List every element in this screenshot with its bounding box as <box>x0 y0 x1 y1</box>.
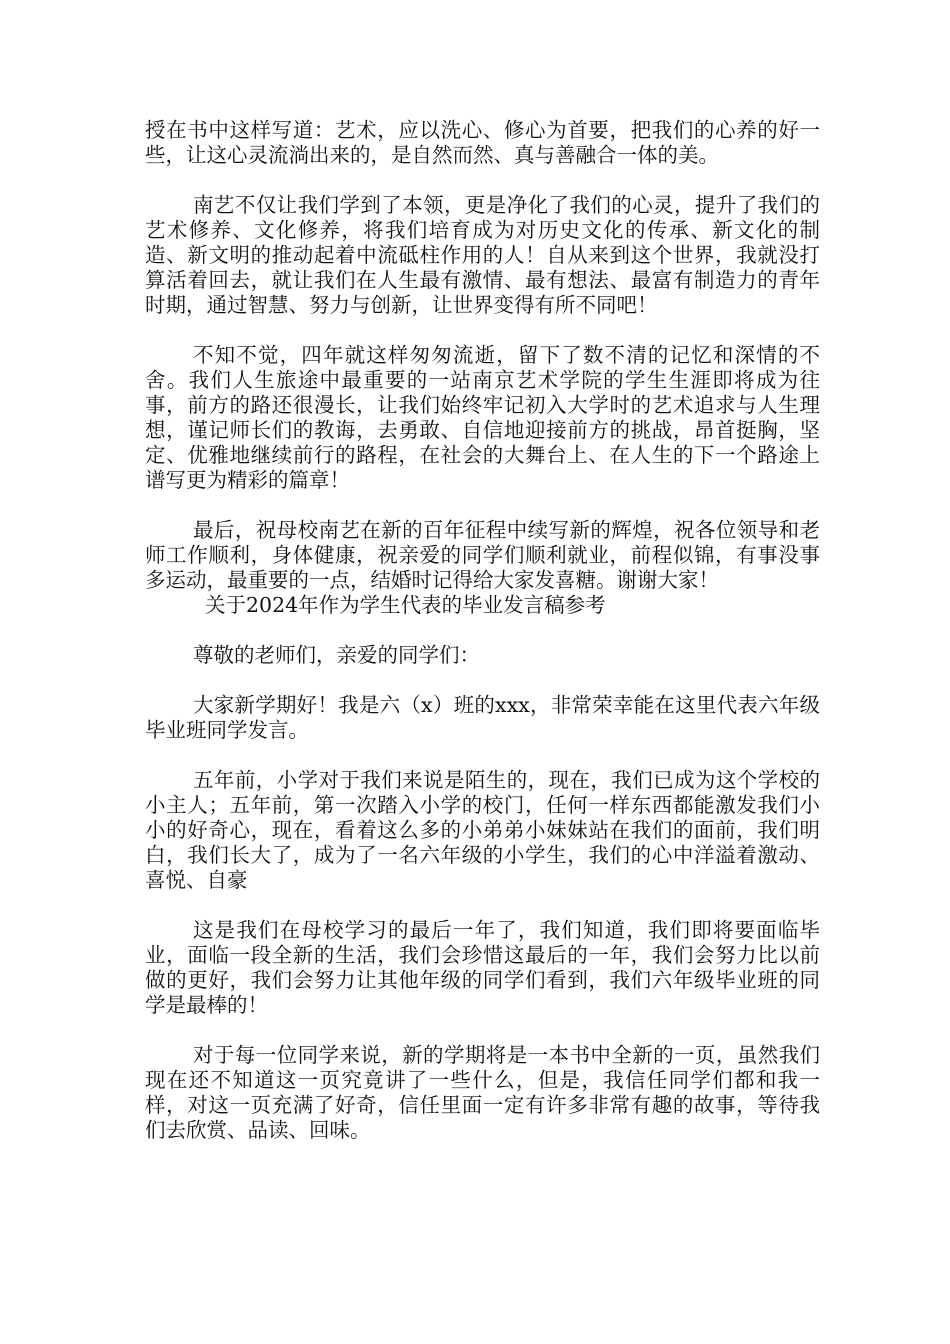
section-heading: 关于2024年作为学生代表的毕业发言稿参考 <box>205 593 606 617</box>
document-page <box>145 118 820 1168</box>
paragraph-4: 最后，祝母校南艺在新的百年征程中续写新的辉煌，祝各位领导和老师工作顺利，身体健康，祝亲爱的同学们顺利就业，前程似锦，有事没事多运动，最重要的一点，结婚时记得给大家发喜糖。谢谢大家！ <box>145 518 820 592</box>
salutation: 尊敬的老师们，亲爱的同学们： <box>193 643 480 667</box>
paragraph-8: 对于每一位同学来说，新的学期将是一本书中全新的一页，虽然我们现在还不知道这一页究竟讲了一些什么，但是，我信任同学们都和我一样，对这一页充满了好奇，信任里面一定有许多非常有趣的故事，等待我们去欣赏、品读、回味。 <box>145 1043 820 1142</box>
paragraph-6: 五年前，小学对于我们来说是陌生的，现在，我们已成为这个学校的小主人；五年前，第一次踏入小学的校门，任何一样东西都能激发我们小小的好奇心，现在，看着这么多的小弟弟小妹妹站在我们的面前，我们明白，我们长大了，成为了一名六年级的小学生，我们的心中洋溢着激动、喜悦、自豪 <box>145 768 820 892</box>
paragraph-2: 南艺不仅让我们学到了本领，更是净化了我们的心灵，提升了我们的艺术修养、文化修养，将我们培育成为对历史文化的传承、新文化的制造、新文明的推动起着中流砥柱作用的人！自从来到这个世界，我就没打算活着回去，就让我们在人生最有激情、最有想法、最富有制造力的青年时期，通过智慧、努力与创新，让世界变得有所不同吧！ <box>145 193 820 317</box>
paragraph-1: 授在书中这样写道：艺术，应以洗心、修心为首要，把我们的心养的好一些，让这心灵流淌出来的，是自然而然、真与善融合一体的美。 <box>145 118 820 167</box>
paragraph-5: 大家新学期好！我是六（x）班的xxx，非常荣幸能在这里代表六年级毕业班同学发言。 <box>145 693 820 742</box>
paragraph-7: 这是我们在母校学习的最后一年了，我们知道，我们即将要面临毕业，面临一段全新的生活，我们会珍惜这最后的一年，我们会努力比以前做的更好，我们会努力让其他年级的同学们看到，我们六年级毕业班的同学是最棒的！ <box>145 918 820 1017</box>
paragraph-3: 不知不觉，四年就这样匆匆流逝，留下了数不清的记忆和深情的不舍。我们人生旅途中最重要的一站南京艺术学院的学生生涯即将成为往事，前方的路还很漫长，让我们始终牢记初入大学时的艺术追求与人生理想，谨记师长们的教诲，去勇敢、自信地迎接前方的挑战，昂首挺胸，坚定、优雅地继续前行的路程，在社会的大舞台上、在人生的下一个路途上谱写更为精彩的篇章！ <box>145 343 820 492</box>
